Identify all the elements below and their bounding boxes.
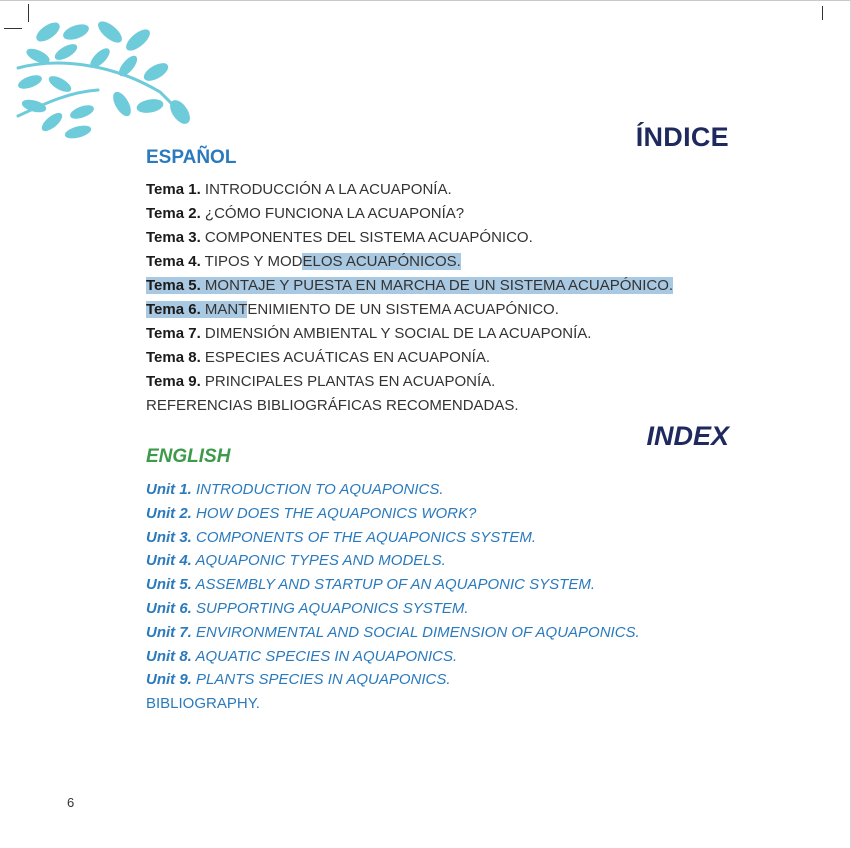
toc-item[interactable]: Unit 9. PLANTS SPECIES IN AQUAPONICS.	[146, 671, 451, 689]
toc-item[interactable]: Tema 9. PRINCIPALES PLANTAS EN ACUAPONÍA.	[146, 373, 496, 390]
toc-bibliography[interactable]: BIBLIOGRAPHY.	[146, 695, 260, 713]
toc-item[interactable]: Unit 8. AQUATIC SPECIES IN AQUAPONICS.	[146, 647, 458, 665]
toc-item[interactable]: Unit 4. AQUAPONIC TYPES AND MODELS.	[146, 552, 446, 570]
toc-item[interactable]: Tema 7. DIMENSIÓN AMBIENTAL Y SOCIAL DE LA ACUAPONÍA.	[146, 325, 592, 342]
selected-text: Tema 5. MONTAJE Y PUESTA EN MARCHA DE UN SISTEMA ACUAPÓNICO.	[146, 277, 674, 294]
toc-item[interactable]: Unit 3. COMPONENTS OF THE AQUAPONICS SYSTEM.	[146, 528, 537, 546]
toc-item[interactable]: Tema 1. INTRODUCCIÓN A LA ACUAPONÍA.	[146, 181, 452, 198]
index-title-english: INDEX	[646, 421, 729, 451]
toc-item[interactable]: Unit 7. ENVIRONMENTAL AND SOCIAL DIMENSION OF AQUAPONICS.	[146, 623, 640, 641]
selected-text: Tema 6. MANT	[146, 301, 248, 318]
toc-item[interactable]	[146, 276, 673, 300]
toc-item[interactable]: Unit 5. ASSEMBLY AND STARTUP OF AN AQUAPONIC SYSTEM.	[146, 576, 596, 594]
spanish-toc-list	[146, 180, 673, 420]
toc-item[interactable]: Unit 1. INTRODUCTION TO AQUAPONICS.	[146, 481, 444, 498]
toc-item[interactable]: Tema 4. TIPOS Y MODELOS ACUAPÓNICOS.	[146, 253, 461, 270]
toc-item[interactable]: Tema 6. MANTENIMIENTO DE UN SISTEMA ACUAPÓNICO.	[146, 301, 559, 318]
selected-text: ELOS ACUAPÓNICOS.	[302, 253, 461, 270]
toc-references[interactable]: REFERENCIAS BIBLIOGRÁFICAS RECOMENDADAS.	[146, 397, 519, 414]
toc-item[interactable]: Tema 3. COMPONENTES DEL SISTEMA ACUAPÓNICO.	[146, 229, 533, 246]
english-toc-list	[146, 480, 640, 718]
leaf-branch-icon	[10, 20, 195, 140]
page-top-edge	[0, 0, 851, 1]
toc-item[interactable]: Tema 8. ESPECIES ACUÁTICAS EN ACUAPONÍA.	[146, 349, 491, 366]
toc-item[interactable]: Unit 6. SUPPORTING AQUAPONICS SYSTEM.	[146, 599, 469, 617]
page-number: 6	[67, 795, 75, 810]
section-label-english: ENGLISH	[146, 446, 231, 467]
crop-mark	[822, 6, 823, 20]
toc-item[interactable]: Tema 2. ¿CÓMO FUNCIONA LA ACUAPONÍA?	[146, 205, 465, 222]
toc-item[interactable]: Unit 2. HOW DOES THE AQUAPONICS WORK?	[146, 504, 477, 522]
section-label-spanish: ESPAÑOL	[146, 147, 237, 168]
index-title-spanish: ÍNDICE	[635, 122, 729, 152]
